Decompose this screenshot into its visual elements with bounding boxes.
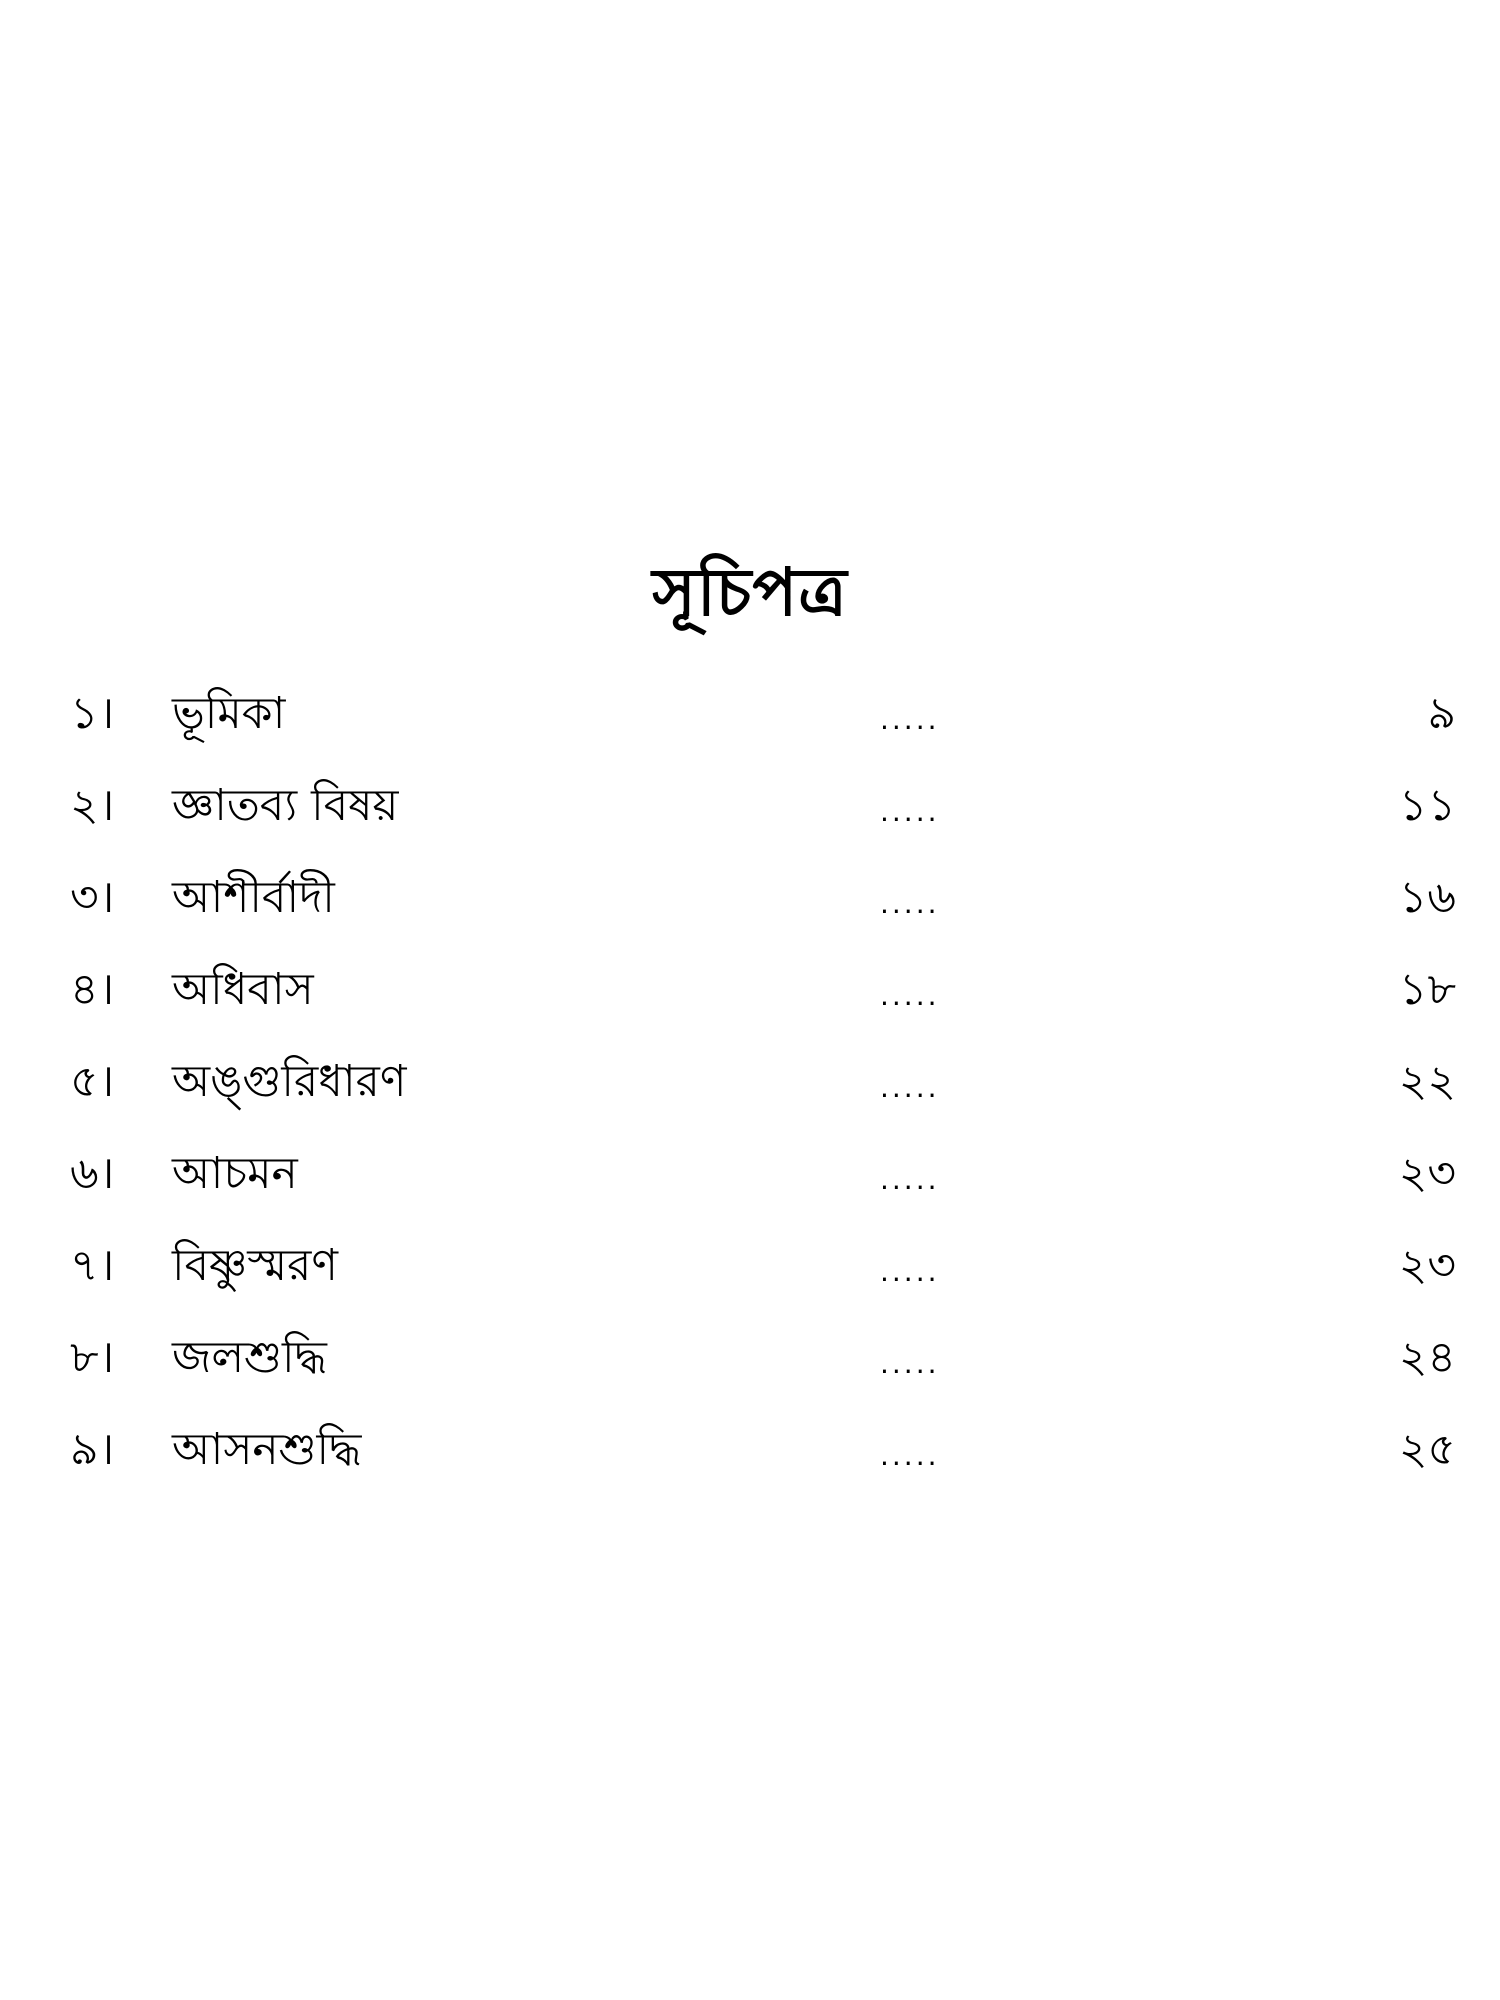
entry-page-number: ২৩ [1398, 1148, 1456, 1199]
entry-number: ৯। [70, 1424, 115, 1475]
page-title: সূচিপত্র [652, 554, 848, 631]
entry-page-number: ২৩ [1398, 1240, 1456, 1291]
entry-page-number: ১৮ [1398, 964, 1456, 1015]
entry-leader: ..... [880, 979, 940, 1012]
entry-page-number: ২৪ [1398, 1332, 1456, 1383]
entry-page-number: ১৬ [1398, 872, 1456, 923]
entry-title: আসনশুদ্ধি [172, 1424, 362, 1475]
entry-number: ২। [70, 780, 115, 831]
toc-entry [0, 760, 1500, 852]
entry-page-number: ২২ [1398, 1056, 1456, 1107]
entry-number: ৬। [70, 1148, 115, 1199]
entry-page-number: ৯ [1427, 688, 1456, 739]
entry-page-number: ২৫ [1398, 1424, 1456, 1475]
entry-title: বিষ্ণুস্মরণ [172, 1240, 338, 1291]
entry-number: ৪। [70, 964, 115, 1015]
entry-number: ৩। [70, 872, 115, 923]
entry-leader: ..... [880, 1347, 940, 1380]
entry-number: ১। [70, 688, 115, 739]
entry-title: অঙ্গুরিধারণ [172, 1056, 407, 1107]
entry-leader: ..... [880, 1163, 940, 1196]
toc-entry [0, 1312, 1500, 1404]
entry-number: ৭। [70, 1240, 115, 1291]
toc-entry [0, 1036, 1500, 1128]
entry-title: অধিবাস [172, 964, 314, 1015]
entry-title: জ্ঞাতব্য বিষয় [172, 780, 399, 831]
table-of-contents [0, 668, 1500, 1496]
toc-entry [0, 944, 1500, 1036]
entry-number: ৮। [70, 1332, 115, 1383]
entry-leader: ..... [880, 795, 940, 828]
toc-entry [0, 1220, 1500, 1312]
toc-entry [0, 1404, 1500, 1496]
entry-leader: ..... [880, 1255, 940, 1288]
entry-title: জলশুদ্ধি [172, 1332, 327, 1383]
entry-leader: ..... [880, 1071, 940, 1104]
toc-entry [0, 1128, 1500, 1220]
entry-title: আশীর্বাদী [172, 872, 335, 923]
entry-leader: ..... [880, 887, 940, 920]
toc-entry [0, 668, 1500, 760]
entry-leader: ..... [880, 1439, 940, 1472]
entry-number: ৫। [70, 1056, 115, 1107]
entry-leader: ..... [880, 703, 940, 736]
entry-title: আচমন [172, 1148, 298, 1199]
toc-entry [0, 852, 1500, 944]
entry-title: ভূমিকা [172, 688, 286, 739]
entry-page-number: ১১ [1398, 780, 1456, 831]
